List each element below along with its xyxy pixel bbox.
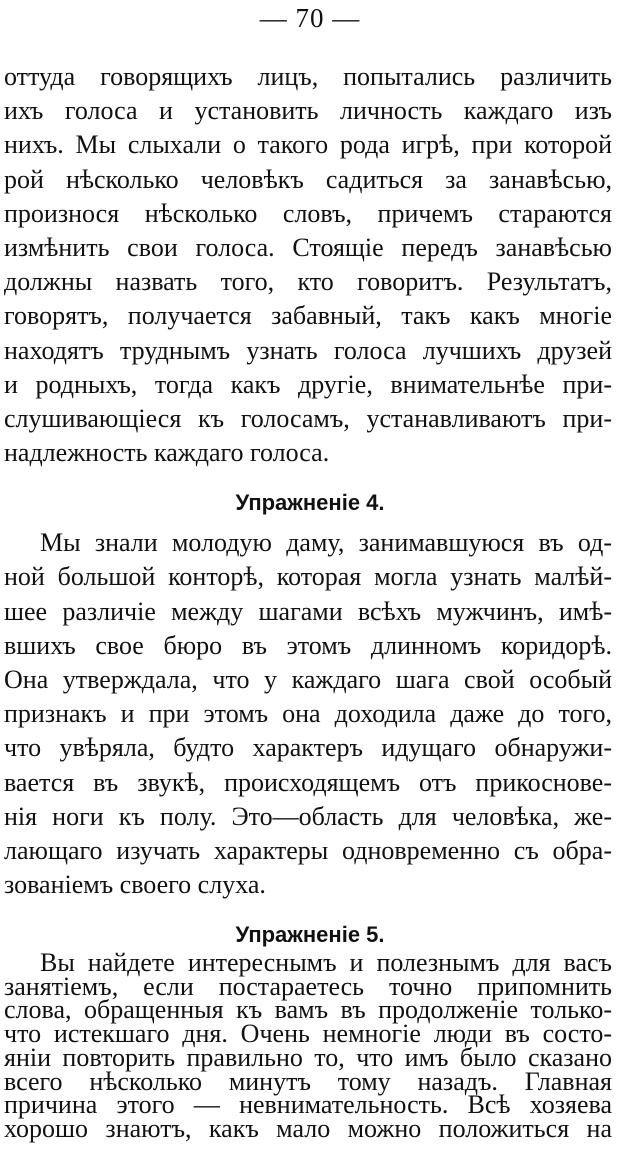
text-line: нихъ. Мы слыхали о такого рода игрѣ, при которой (4, 130, 612, 159)
text-line: вшихъ свое бюро въ этомъ длинномъ коридорѣ. (4, 631, 612, 660)
text-line: что истекшаго дня. Очень немногіе люди въ состо- (4, 1019, 612, 1048)
text-line: нія ноги къ полу. Это—область для человѣка, же- (4, 802, 612, 831)
text-line: должны назвать того, кто говоритъ. Результатъ, (4, 267, 612, 296)
text-line: вается въ звукѣ, происходящемъ отъ прикоснове- (4, 768, 612, 797)
text-line: слова, обращенныя къ вамъ въ продолженіе только- (4, 995, 612, 1025)
section-heading: Упражненіе 4. (235, 490, 385, 515)
text-line: рой нѣсколько человѣкъ садиться за занавѣсью, (4, 165, 612, 194)
text-line: что увѣряла, будто характеръ идущаго обнаружи- (4, 733, 612, 762)
text-line: ихъ голоса и установить личность каждаго изъ (4, 96, 612, 125)
text-line: надлежность каждаго голоса. (4, 438, 330, 467)
text-line: Мы знали молодую даму, занимавшуюся въ од- (40, 528, 612, 557)
text-line: ной большой конторѣ, которая могла узнать малѣй- (4, 562, 612, 591)
text-line: находятъ труднымъ узнать голоса лучшихъ друзей (4, 336, 612, 365)
text-line: причина этого — невнимательность. Всѣ хозяева (4, 1090, 612, 1120)
text-line: Вы найдете интереснымъ и полезнымъ для васъ (40, 947, 612, 977)
text-line: шее различіе между шагами всѣхъ мужчинъ, имѣ- (4, 597, 612, 626)
section-heading: Упражненіе 5. (235, 922, 385, 947)
text-line: измѣнить свои голоса. Стоящіе передъ занавѣсью (4, 233, 612, 262)
text-line: признакъ и при этомъ она доходила даже до того, (4, 699, 612, 728)
text-line: яніи повторить правильно то, что имъ было сказано (4, 1042, 612, 1072)
text-line: и родныхъ, тогда какъ другіе, внимательнѣе при- (4, 370, 612, 399)
page-number: — 70 — (259, 3, 361, 33)
text-line: всего нѣсколько минутъ тому назадъ. Главная (4, 1066, 612, 1096)
text-line: лающаго изучать характеры одновременно съ обра- (4, 836, 612, 865)
text-line: произнося нѣсколько словъ, причемъ стараются (4, 199, 612, 228)
text-line: говорятъ, получается забавный, такъ какъ многіе (4, 301, 612, 330)
text-line: оттуда говорящихъ лицъ, попытались различить (4, 62, 612, 91)
text-line: хорошо знаютъ, какъ мало можно положиться на (4, 1114, 612, 1143)
text-line: занятіемъ, если постараетесь точно припомнить (4, 971, 612, 1001)
text-line: зованіемъ своего слуха. (4, 870, 266, 899)
text-line: Она утверждала, что у каждаго шага свой особый (4, 665, 612, 694)
text-line: слушивающіеся къ голосамъ, устанавливаютъ при- (4, 404, 612, 433)
